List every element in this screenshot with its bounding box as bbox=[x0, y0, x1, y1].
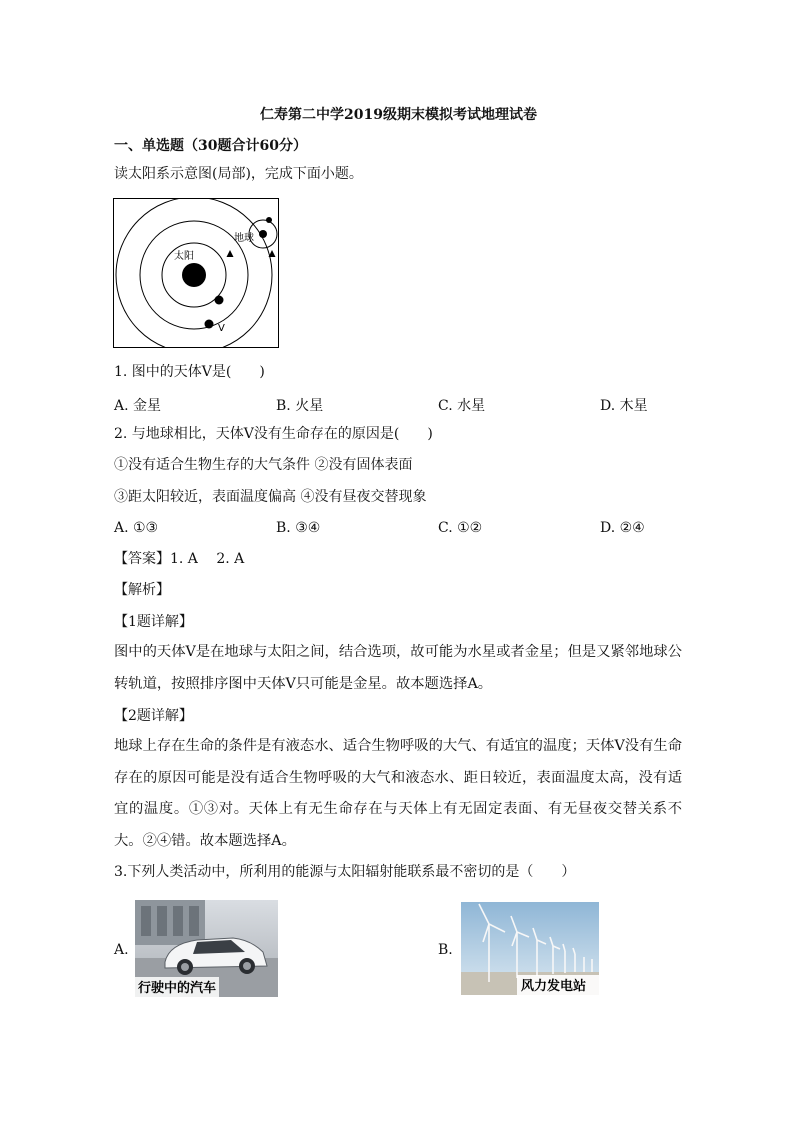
q3-option-b-letter: B. bbox=[438, 942, 453, 958]
detail-1-text: 图中的天体V是在地球与太阳之间，结合选项，故可能为水星或者金星；但是又紧邻地球公转轨道，按照排序图中天体V只可能是金星。故本题选择A。 bbox=[114, 644, 682, 692]
intro-text: 读太阳系示意图(局部)，完成下面小题。 bbox=[114, 166, 363, 182]
q2-option-b: B. ③④ bbox=[276, 520, 321, 536]
earth-body bbox=[259, 230, 267, 238]
solar-system-diagram bbox=[113, 198, 279, 348]
answer-line: 【答案】1. A 2. A bbox=[114, 551, 245, 567]
q3-option-a-letter: A. bbox=[114, 942, 129, 958]
q2-option-c: C. ①② bbox=[438, 520, 483, 536]
q1-option-c: C. 水星 bbox=[438, 398, 486, 414]
q2-option-a: A. ①③ bbox=[114, 520, 159, 536]
car-caption: 行驶中的汽车 bbox=[138, 981, 217, 996]
q1-option-a: A. 金星 bbox=[114, 398, 162, 414]
car-photo bbox=[135, 900, 278, 997]
analysis-heading: 【解析】 bbox=[114, 582, 170, 598]
planet-body bbox=[215, 296, 224, 305]
sun-body bbox=[182, 263, 206, 287]
detail-1-heading: 【1题详解】 bbox=[114, 614, 193, 630]
q2-line-1: ①没有适合生物生存的大气条件 ②没有固体表面 bbox=[114, 457, 413, 473]
earth-label: 地球 bbox=[234, 233, 254, 244]
q1-option-b: B. 火星 bbox=[276, 398, 324, 414]
q1-option-d: D. 木星 bbox=[600, 398, 648, 414]
question-3-stem: 3.下列人类活动中，所利用的能源与太阳辐射能联系最不密切的是（ ） bbox=[114, 864, 576, 880]
question-1-stem: 1. 图中的天体V是( ) bbox=[114, 364, 265, 380]
question-2-stem: 2. 与地球相比，天体V没有生命存在的原因是( ) bbox=[114, 426, 433, 442]
page-title: 仁寿第二中学2019级期末模拟考试地理试卷 bbox=[260, 107, 537, 123]
moon-body bbox=[266, 217, 272, 223]
planet-v-label: V bbox=[218, 323, 225, 334]
planet-v-body bbox=[205, 320, 214, 329]
detail-2-text: 地球上存在生命的条件是有液态水、适合生物呼吸的大气、有适宜的温度；天体V没有生命存在的原因可能是没有适合生物呼吸的大气和液态水、距日较近，表面温度太高，没有适宜的温度。①③对。天体上有无生命存在与天体上有无固定表面、有无昼夜交替关系不大。②④错。故本题选择A。 bbox=[114, 738, 682, 849]
section-heading: 一、单选题（30题合计60分） bbox=[114, 138, 307, 154]
q2-line-2: ③距太阳较近，表面温度偏高 ④没有昼夜交替现象 bbox=[114, 489, 427, 505]
detail-2-heading: 【2题详解】 bbox=[114, 708, 193, 724]
wind-farm-caption: 风力发电站 bbox=[521, 979, 587, 994]
sun-label: 太阳 bbox=[174, 251, 194, 262]
q2-option-d: D. ②④ bbox=[600, 520, 645, 536]
wind-farm-photo bbox=[461, 902, 599, 995]
